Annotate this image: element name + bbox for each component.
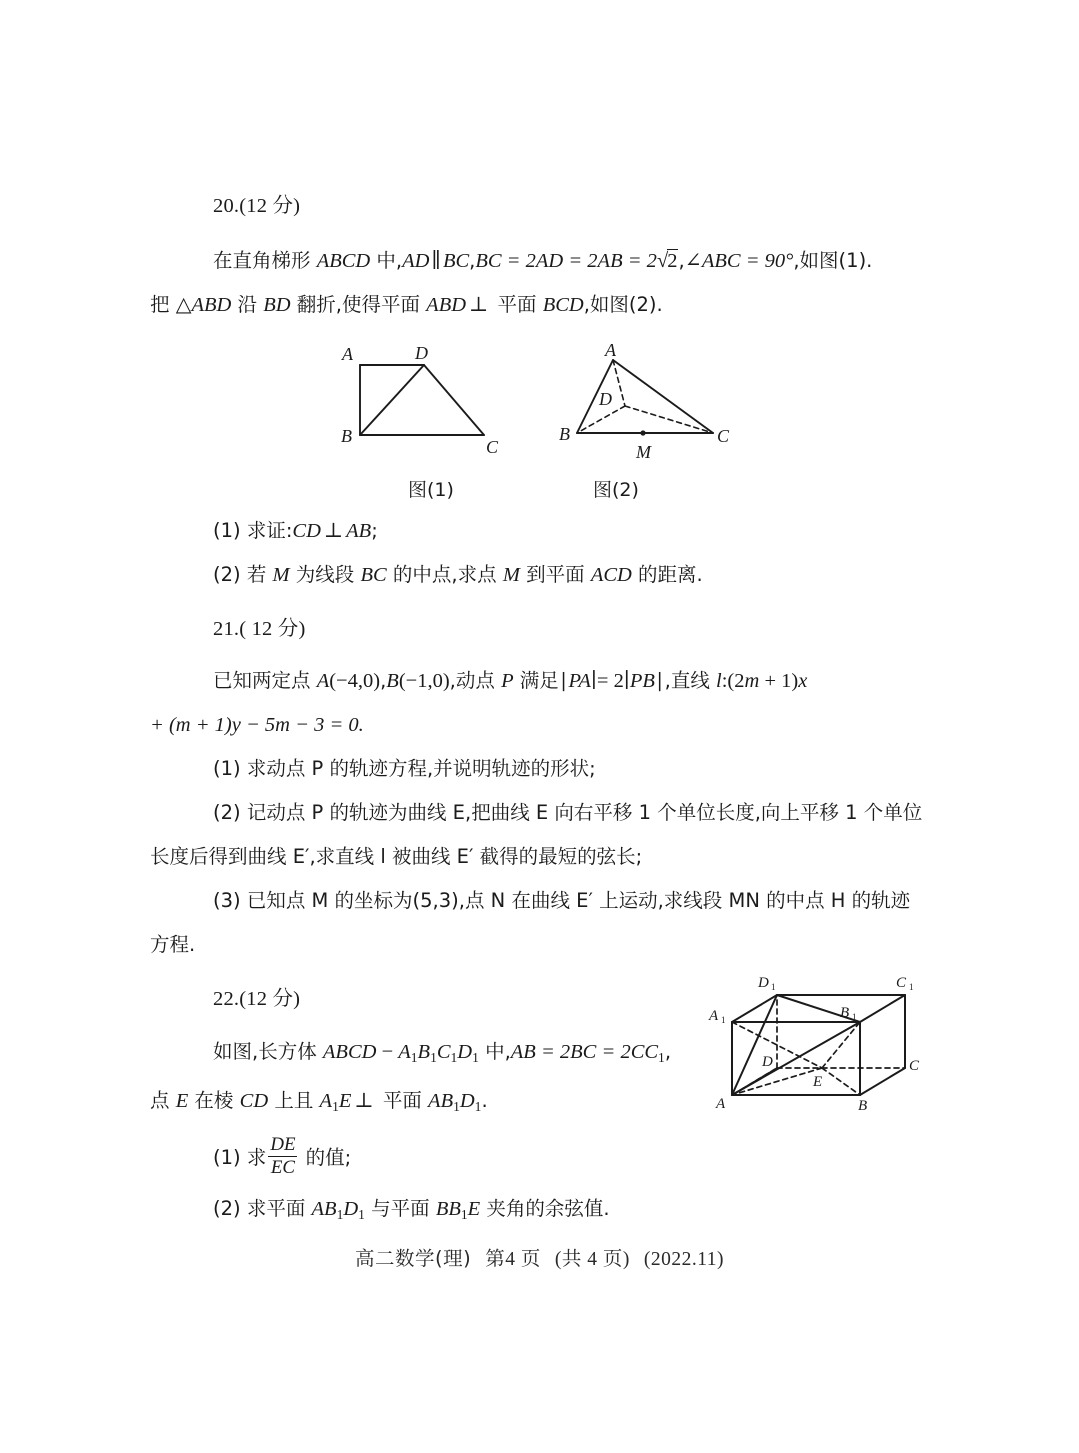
problem-21-sub-3-line-2: 方程. — [150, 933, 196, 956]
figure-1-label-A: A — [342, 343, 353, 364]
problem-22-num-text: 22. — [213, 988, 240, 1010]
figure-2-label-D: D — [599, 388, 612, 409]
figure-22-label-A1-sub: 1 — [721, 1015, 726, 1025]
figure-1-label-D: D — [415, 342, 428, 363]
figure-1-caption: 图(1) — [408, 478, 454, 501]
perpendicular-symbol: ⊥ — [323, 519, 344, 542]
problem-21-line-1: 已知两定点 A(−4,0),B(−1,0),动点 P 满足∣PA∣= 2∣PB∣,直线 l:(2m + 1)x — [213, 669, 808, 692]
problem-20-line-1: 在直角梯形 ABCD 中,AD∥BC,BC = 2AD = 2AB = 2√2,∠ABC = 90°,如图(1). — [150, 239, 940, 283]
problem-22-line-2: 点 E 在棱 CD 上且 $A_1E$ ⊥ 平面 $AB_1D_1$. — [150, 1089, 488, 1115]
figure-22-label-D1: D — [758, 975, 769, 991]
problem-21-line-2: + (m + 1)y − 5m − 3 = 0. — [150, 714, 364, 736]
figure-22-label-C1: C — [896, 975, 907, 991]
figure-22-label-E: E — [813, 1074, 823, 1090]
perpendicular-symbol: ⊥ — [469, 293, 489, 316]
figure-2-label-B: B — [559, 423, 570, 444]
problem-20-sub-2: (2) 若 M 为线段 BC 的中点,求点 M 到平面 ACD 的距离. — [213, 562, 703, 586]
problem-20-points: (12 分) — [239, 195, 301, 217]
problem-20-number — [213, 196, 940, 217]
figure-22-cuboid — [700, 960, 930, 1120]
perpendicular-symbol: ⊥ — [354, 1090, 374, 1113]
footer-page-label: 第4 页 — [485, 1249, 541, 1270]
figure-22-label-B: B — [858, 1098, 868, 1114]
figure-22-label-D1-sub: 1 — [771, 982, 776, 992]
problem-22-sub-1: (1) 求 $\frac{DE}{EC}$ 的值; — [213, 1133, 352, 1179]
figure-22-label-B1: B — [840, 1005, 850, 1021]
page-footer — [0, 1243, 1079, 1271]
problem-21-sub-1: (1) 求动点 P 的轨迹方程,并说明轨迹的形状; — [213, 757, 596, 780]
sqrt-2: √2 — [656, 249, 678, 272]
figure-22-label-A1: A — [709, 1008, 719, 1024]
footer-subject: 高二数学(理) — [355, 1247, 472, 1270]
figure-22-label-B1-sub: 1 — [852, 1012, 857, 1022]
footer-date: (2022.11) — [643, 1249, 724, 1270]
figure-2-point-M-dot — [640, 430, 645, 435]
problem-21-points: ( 12 分) — [239, 617, 306, 640]
figure-22-label-C: C — [909, 1058, 920, 1074]
parallel-symbol: ∥ — [431, 249, 441, 272]
problem-20-figures — [150, 343, 940, 503]
figure-1-label-C: C — [486, 436, 499, 457]
problem-22-points: (12 分) — [239, 988, 301, 1010]
footer-total-pages: (共 4 页) — [554, 1249, 630, 1270]
problem-22-sub-2: (2) 求平面 $AB_1D_1$ 与平面 $BB_1E$ 夹角的余弦值. — [213, 1197, 610, 1222]
problem-21-number — [213, 619, 940, 640]
figure-22-label-D: D — [762, 1054, 773, 1070]
figure-22-label-A: A — [716, 1096, 726, 1112]
figure-2-tetrahedron — [555, 343, 740, 468]
problem-20-num-text: 20. — [213, 195, 240, 217]
problem-21-sub-3-line-1: (3) 已知点 M 的坐标为(5,3),点 N 在曲线 E′ 上运动,求线段 MN 的中点 H 的轨迹 — [213, 889, 911, 912]
problem-21-num-text: 21. — [213, 617, 240, 640]
fraction-de-ec: $\frac{DE}{EC}$ — [270, 1133, 296, 1179]
problem-20-line-2: 把 △ABD 沿 BD 翻折,使得平面 ABD ⊥ 平面 BCD,如图(2). — [150, 292, 663, 316]
figure-22-label-C1-sub: 1 — [909, 982, 914, 992]
figure-2-label-M: M — [636, 441, 651, 462]
figure-1-trapezoid — [336, 343, 516, 468]
figure-2-label-A: A — [605, 342, 616, 360]
problem-21-sub-2-line-2: 长度后得到曲线 E′,求直线 l 被曲线 E′ 截得的最短的弦长; — [150, 845, 643, 868]
figure-2-label-C: C — [717, 425, 730, 446]
problem-22-line-1: 如图,长方体 ABCD − $A_1B_1C_1D_1$ 中$,AB = 2BC = 2CC_1$, — [213, 1039, 672, 1065]
figure-2-caption: 图(2) — [593, 478, 639, 501]
figure-1-label-B: B — [341, 425, 352, 446]
problem-20-sub-1: (1) 求证:CD ⊥ AB; — [213, 518, 378, 542]
problem-21-sub-2-line-1: (2) 记动点 P 的轨迹为曲线 E,把曲线 E 向右平移 1 个单位长度,向上平移 1 个单位 — [213, 801, 923, 824]
